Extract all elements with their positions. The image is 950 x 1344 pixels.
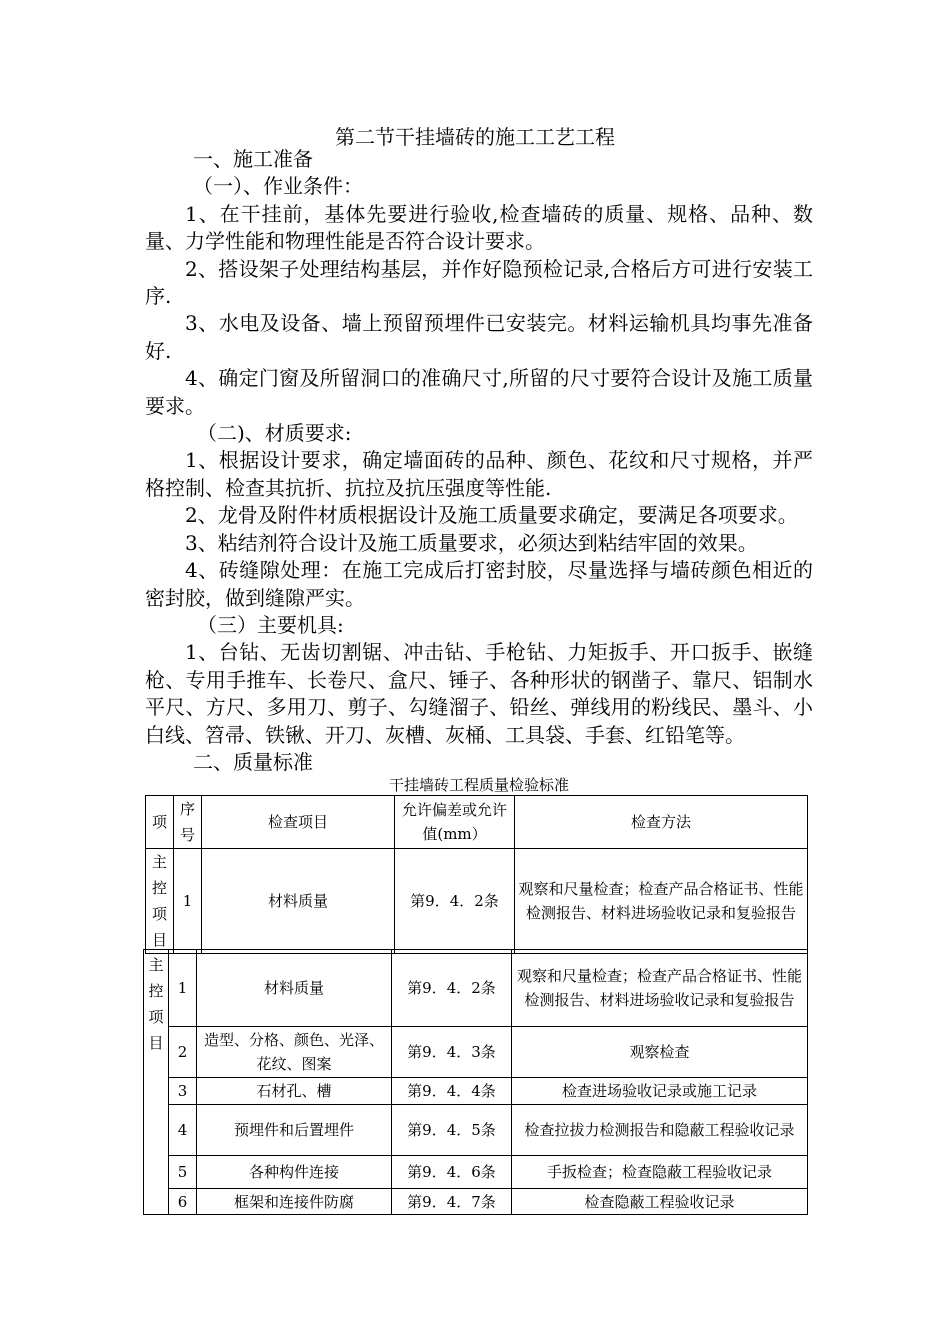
group-label: 主控项目 bbox=[144, 950, 169, 1215]
row-item: 材料质量 bbox=[197, 950, 392, 1027]
header-seq: 序号 bbox=[174, 796, 202, 849]
row-tolerance: 第9．4．2条 bbox=[392, 950, 512, 1027]
header-check-item: 检查项目 bbox=[202, 796, 395, 849]
row-seq: 2 bbox=[169, 1027, 197, 1078]
table-caption: 干挂墙砖工程质量检验标准 bbox=[388, 776, 569, 794]
header-item: 项 bbox=[146, 796, 174, 849]
quality-table-header bbox=[145, 795, 808, 954]
paragraph: 1、根据设计要求，确定墙面砖的品种、颜色、花纹和尺寸规格，并严格控制、检查其抗折、抗拉及抗压强度等性能. bbox=[145, 448, 813, 500]
row-tolerance: 第9．4．3条 bbox=[392, 1027, 512, 1078]
paragraph: 4、砖缝隙处理：在施工完成后打密封胶，尽量选择与墙砖颜色相近的密封胶，做到缝隙严实。 bbox=[145, 558, 813, 610]
row-tolerance: 第9．4．5条 bbox=[392, 1105, 512, 1156]
body-text bbox=[145, 146, 813, 776]
subheading-material-requirements: （二)、材质要求: bbox=[197, 421, 352, 446]
table-row bbox=[144, 1189, 808, 1215]
row-item: 材料质量 bbox=[202, 849, 395, 954]
heading-construction-prep: 一、施工准备 bbox=[193, 147, 313, 171]
row-tolerance: 第9．4．6条 bbox=[392, 1156, 512, 1189]
row-item: 预埋件和后置埋件 bbox=[197, 1105, 392, 1156]
paragraph: 1、在干挂前，基体先要进行验收,检查墙砖的质量、规格、品种、数量、力学性能和物理性能是否符合设计要求。 bbox=[145, 201, 813, 254]
header-method: 检查方法 bbox=[515, 796, 808, 849]
table-row bbox=[144, 1105, 808, 1156]
paragraph: 3、粘结剂符合设计及施工质量要求，必须达到粘结牢固的效果。 bbox=[185, 530, 758, 555]
row-method: 检查隐蔽工程验收记录 bbox=[512, 1189, 808, 1215]
table-row bbox=[144, 950, 808, 1027]
row-seq: 1 bbox=[174, 849, 202, 954]
row-method: 观察检查 bbox=[512, 1027, 808, 1078]
heading-quality-standard: 二、质量标准 bbox=[193, 749, 313, 774]
table-row bbox=[144, 1156, 808, 1189]
header-tolerance: 允许偏差或允许值(mm） bbox=[395, 796, 515, 849]
table-row bbox=[144, 1078, 808, 1105]
paragraph: 3、水电及设备、墙上预留预埋件已安装完。材料运输机具均事先准备好. bbox=[145, 311, 813, 363]
paragraph: 2、龙骨及附件材质根据设计及施工质量要求确定，要满足各项要求。 bbox=[185, 503, 798, 528]
row-method: 观察和尺量检查；检查产品合格证书、性能检测报告、材料进场验收记录和复验报告 bbox=[515, 849, 808, 954]
paragraph: 4、确定门窗及所留洞口的准确尺寸,所留的尺寸要符合设计及施工质量要求。 bbox=[145, 366, 813, 418]
row-tolerance: 第9．4．7条 bbox=[392, 1189, 512, 1215]
paragraph: 2、搭设架子处理结构基层，并作好隐预检记录,合格后方可进行安装工序. bbox=[145, 256, 813, 309]
row-item: 造型、分格、颜色、光泽、花纹、图案 bbox=[197, 1027, 392, 1078]
row-item: 石材孔、槽 bbox=[197, 1078, 392, 1105]
subheading-main-tools: （三）主要机具: bbox=[197, 612, 344, 637]
row-method: 观察和尺量检查；检查产品合格证书、性能检测报告、材料进场验收记录和复验报告 bbox=[512, 950, 808, 1027]
paragraph: 1、台钻、无齿切割锯、冲击钻、手枪钻、力矩扳手、开口扳手、嵌缝枪、专用手推车、长卷尺、盒尺、锤子、各种形状的钢凿子、靠尺、铝制水平尺、方尺、多用刀、剪子、勾缝溜子、铅丝、弹线用的粉线民、墨斗、小白线、笤帚、铁锹、开刀、灰槽、灰桶、工具袋、手套、红铅笔等。 bbox=[145, 640, 813, 747]
row-seq: 5 bbox=[169, 1156, 197, 1189]
group-label: 主控项目 bbox=[146, 849, 174, 954]
section-title: 第二节干挂墙砖的施工工艺工程 bbox=[335, 125, 615, 149]
row-tolerance: 第9．4．4条 bbox=[392, 1078, 512, 1105]
table-row bbox=[146, 849, 808, 954]
subheading-work-conditions: （一）、作业条件： bbox=[193, 174, 363, 199]
row-method: 检查拉拔力检测报告和隐蔽工程验收记录 bbox=[512, 1105, 808, 1156]
table-header-row bbox=[146, 796, 808, 849]
row-method: 手扳检查；检查隐蔽工程验收记录 bbox=[512, 1156, 808, 1189]
row-item: 框架和连接件防腐 bbox=[197, 1189, 392, 1215]
quality-table-body bbox=[143, 949, 808, 1215]
row-item: 各种构件连接 bbox=[197, 1156, 392, 1189]
row-seq: 6 bbox=[169, 1189, 197, 1215]
row-method: 检查进场验收记录或施工记录 bbox=[512, 1078, 808, 1105]
row-seq: 3 bbox=[169, 1078, 197, 1105]
row-seq: 4 bbox=[169, 1105, 197, 1156]
table-row bbox=[144, 1027, 808, 1078]
row-seq: 1 bbox=[169, 950, 197, 1027]
row-tolerance: 第9．4．2条 bbox=[395, 849, 515, 954]
